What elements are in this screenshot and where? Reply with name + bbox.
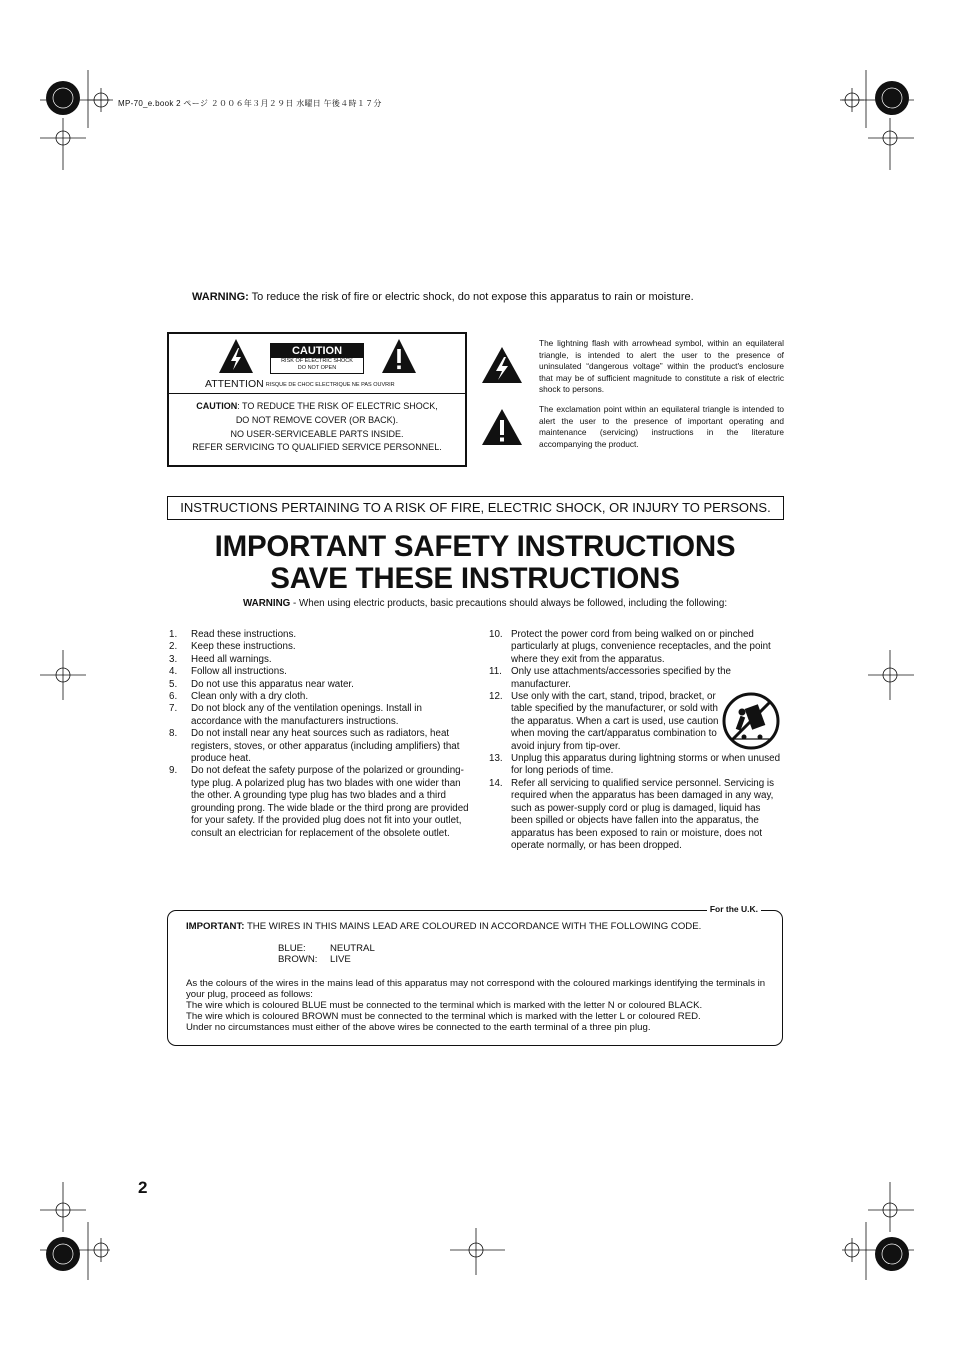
caution-body-line1: : TO REDUCE THE RISK OF ELECTRIC SHOCK,: [237, 401, 438, 411]
uk-wiring-box: [167, 904, 783, 1046]
caution-label-title: CAUTION: [271, 344, 363, 358]
page-number: 2: [138, 1178, 148, 1197]
caution-box: [167, 332, 467, 467]
lightning-triangle-icon: [218, 338, 254, 374]
instructions-banner: INSTRUCTIONS PERTAINING TO A RISK OF FIRE, ELECTRIC SHOCK, OR INJURY TO PERSONS.: [167, 496, 784, 520]
list-item: 13. Unplug this apparatus during lightning storms or when unused for long periods of time.: [489, 753, 781, 777]
list-item: 1. Read these instructions.: [169, 629, 297, 640]
exclamation-triangle-icon: [381, 338, 417, 374]
caution-label-sub1: RISK OF ELECTRIC SHOCK: [281, 358, 353, 364]
title-line-1: IMPORTANT SAFETY INSTRUCTIONS: [214, 530, 736, 563]
list-item: 5. Do not use this apparatus near water.: [169, 678, 354, 690]
attention-french: RISQUE DE CHOC ELECTRIQUE NE PAS OUVRIR: [265, 382, 395, 388]
caution-body-label: CAUTION: [196, 401, 238, 411]
list-item: 10. Protect the power cord from being walked on or pinched particularly at plugs, convenience receptacles, and the point where they exit from the apparatus.: [489, 629, 771, 665]
warning-sub-label: WARNING: [242, 598, 291, 609]
cart-tipover-warning-icon: [722, 692, 780, 750]
list-item: 6. Clean only with a dry cloth.: [169, 691, 309, 703]
caution-label: [270, 343, 364, 374]
uk-paragraph-1: As the colours of the wires in the mains lead of this apparatus may not correspond with the coloured markings identifying the terminals in your plug, proceed as follows:: [186, 977, 766, 1000]
exclamation-symbol-icon: [481, 408, 523, 446]
top-warning-label: WARNING:: [192, 291, 249, 303]
caution-label-sub2: DO NOT OPEN: [297, 365, 337, 371]
uk-paragraph-2: The wire which is coloured BLUE must be connected to the terminal which is marked with the letter N or coloured BLACK.: [186, 1000, 703, 1012]
caution-box-body: [169, 400, 465, 455]
list-item: 7. Do not block any of the ventilation openings. Install in accordance with the manufacturers instructions.: [169, 703, 422, 727]
list-item: 14. Refer all servicing to qualified service personnel. Servicing is required when the apparatus has been damaged in any way, such as power-supply cord or plug is damaged, liquid has been spilled or objects have fallen into the apparatus, the apparatus has been exposed to rain or moisture, does not operate normally, or has been dropped.: [489, 777, 775, 851]
uk-important-label: IMPORTANT:: [186, 921, 245, 932]
list-item: 2. Keep these instructions.: [169, 641, 296, 653]
list-item: 11. Only use attachments/accessories specified by the manufacturer.: [489, 666, 731, 690]
exclamation-symbol-text: The exclamation point within an equilateral triangle is intended to alert the user to the presence of important operating and maintenance (servicing) instructions in the literature accompanying the product.: [539, 404, 784, 449]
list-item: 12. Use only with the cart, stand, tripod, bracket, or table specified by the manufacturer, or sold with the apparatus. When a cart is used, use caution when moving the cart/apparatus combination to avoid injury from tip-over.: [489, 691, 719, 752]
caution-body-line2: DO NOT REMOVE COVER (OR BACK).: [235, 414, 399, 425]
attention-line: [205, 378, 395, 390]
list-item: 8. Do not install near any heat sources such as radiators, heat registers, stoves, or other apparatus (including amplifiers) that produce heat.: [169, 728, 460, 765]
top-warning: [192, 291, 694, 303]
wire-color-codes: [278, 943, 766, 965]
caution-box-header: [169, 334, 465, 394]
attention-label: ATTENTION: [205, 378, 264, 390]
wire-code-row: BLUE: NEUTRAL: [278, 943, 375, 955]
warning-sub-text: - When using electric products, basic precautions should always be followed, including the following:: [290, 598, 728, 609]
list-item: 3. Heed all warnings.: [169, 653, 272, 665]
uk-important-text: THE WIRES IN THIS MAINS LEAD ARE COLOURED IN ACCORDANCE WITH THE FOLLOWING CODE.: [244, 921, 702, 932]
top-warning-text: To reduce the risk of fire or electric shock, do not expose this apparatus to rain or moisture.: [248, 291, 694, 303]
file-header-line: MP-70_e.book 2 ページ ２００６年３月２９日 水曜日 午後４時１７分: [118, 99, 382, 108]
uk-box-content: [186, 921, 766, 1034]
list-item: 4. Follow all instructions.: [169, 666, 287, 678]
title-line-2: SAVE THESE INSTRUCTIONS: [270, 562, 680, 595]
lightning-symbol-text: The lightning flash with arrowhead symbol, within an equilateral triangle, is intended to alert the user to the presence of uninsulated “dangerous voltage” within the product's enclosure that may be of sufficient magnitude to constitute a risk of electric shock to persons.: [539, 338, 784, 394]
list-item: 9. Do not defeat the safety purpose of the polarized or grounding-type plug. A polarized plug has two blades with one wider than the other. A grounding type plug has two blades and a third grounding prong. The wide blade or the third prong are provided for your safety. If the provided plug does not fit into your outlet, consult an electrician for replacement of the obsolete outlet.: [169, 765, 469, 839]
page-title: [160, 531, 790, 595]
uk-paragraph-3: The wire which is coloured BROWN must be connected to the terminal which is marked with the letter L or coloured RED.: [186, 1011, 701, 1023]
caution-body-line4: REFER SERVICING TO QUALIFIED SERVICE PERSONNEL.: [192, 442, 442, 453]
warning-subheading: [140, 598, 830, 609]
uk-paragraph-4: Under no circumstances must either of the above wires be connected to the earth terminal of a three pin plug.: [186, 1022, 651, 1034]
instructions-list-left: [169, 629, 469, 840]
uk-box-label: For the U.K.: [707, 904, 761, 914]
wire-code-row: BROWN: LIVE: [278, 954, 351, 966]
lightning-symbol-icon: [481, 346, 523, 384]
caution-body-line3: NO USER-SERVICEABLE PARTS INSIDE.: [230, 428, 404, 439]
